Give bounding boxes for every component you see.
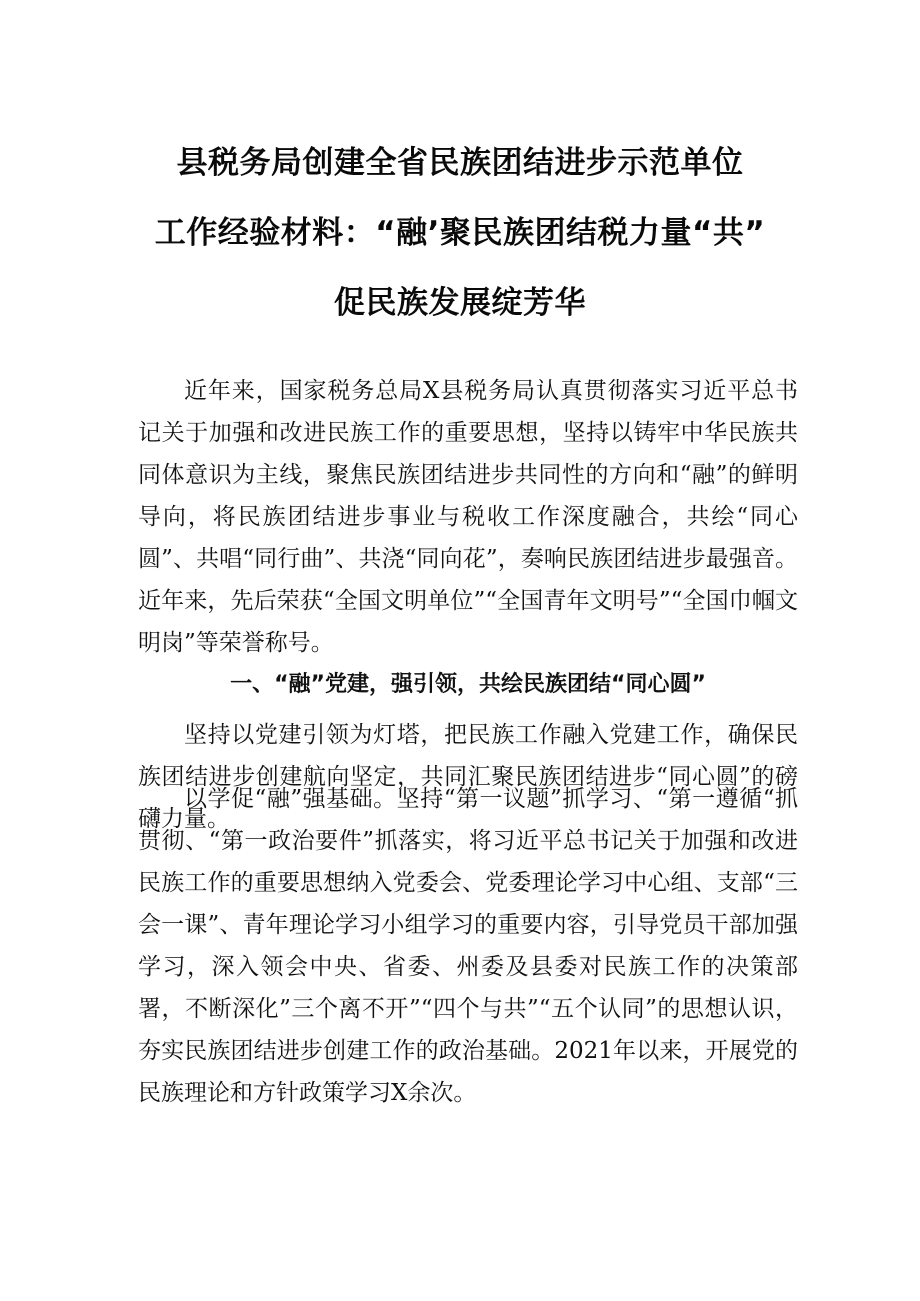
section-paragraph-1: 坚持以党建引领为灯塔，把民族工作融入党建工作，确保民族团结进步创建航向坚定，共同汇聚民族团结进步“同心圆”的磅礴力量。 bbox=[138, 722, 798, 832]
intro-paragraph: 近年来，国家税务总局X县税务局认真贯彻落实习近平总书记关于加强和改进民族工作的重要思想，坚持以铸牢中华民族共同体意识为主线，聚焦民族团结进步共同性的方向和“融”的鲜明导向，将民族团结进步事业与税收工作深度融合，共绘“同心圆”、共唱“同行曲”、共浇“同向花”，奏响民族团结进步最强音。近年来，先后荣获“全国文明单位”“全国青年文明号”“全国巾帼文明岗”等荣誉称号。 bbox=[138, 378, 798, 656]
section-heading: 一、“融”党建，强引领，共绘民族团结“同心圆” bbox=[230, 672, 706, 697]
document-title-line-1: 县税务局创建全省民族团结进步示范单位 bbox=[176, 145, 744, 181]
document-title-line-3: 促民族发展绽芳华 bbox=[334, 285, 586, 321]
document-title-line-2: 工作经验材料：“融’聚民族团结税力量“共” bbox=[154, 215, 766, 251]
section-paragraph-2: 以学促“融”强基础。坚持“第一议题”抓学习、“第一遵循“抓贯彻、“第一政治要件”抓落实，将习近平总书记关于加强和改进民族工作的重要思想纳入党委会、党委理论学习中心组、支部“三会一课”、青年理论学习小组学习的重要内容，引导党员干部加强学习，深入领会中央、省委、州委及县委对民族工作的决策部署，不断深化”三个离不开”“四个与共”“五个认同”的思想认识，夯实民族团结进步创建工作的政治基础。2021年以来，开展党的民族理论和方针政策学习X余次。 bbox=[138, 786, 798, 1106]
